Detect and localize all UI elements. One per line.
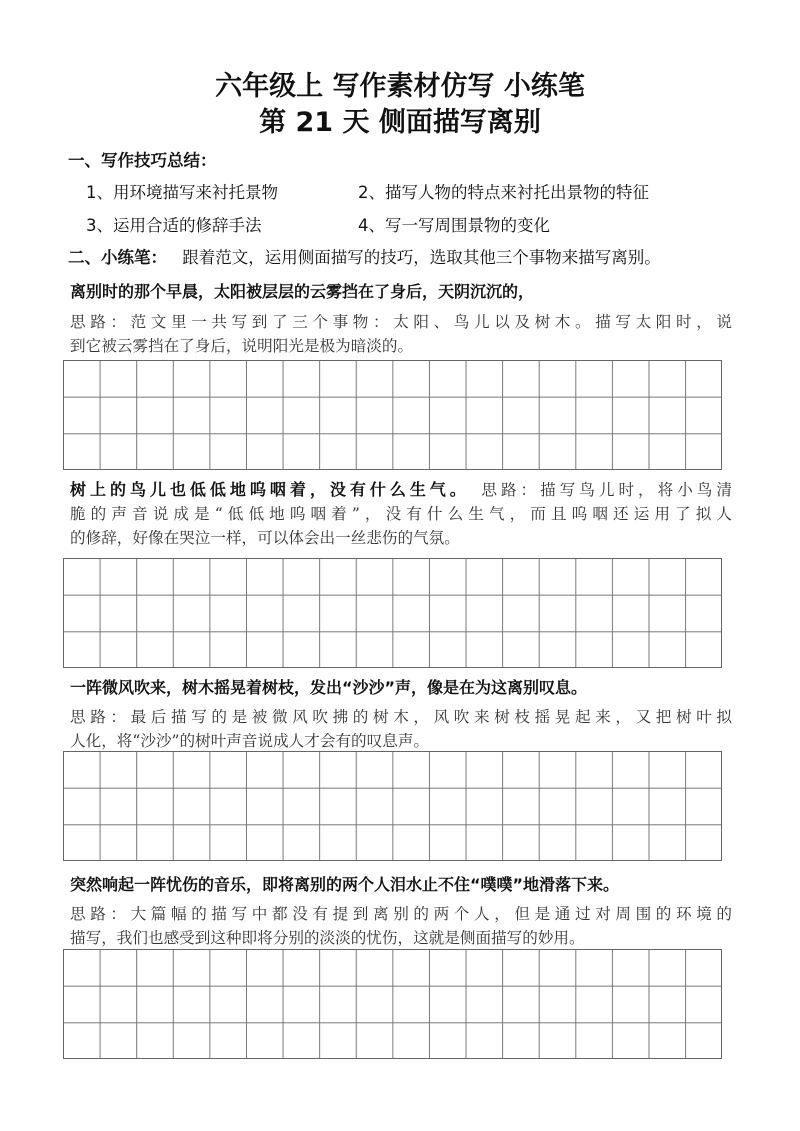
exercise-1-thought [70,310,732,358]
exercise-2-thought-line-1: 思路：描写鸟儿时，将小鸟清 [481,481,732,499]
section1-heading [68,150,217,172]
exercise-4-thought-line-2: 描写，我们也感受到这种即将分别的淡淡的忧伤，这就是侧面描写的妙用。 [70,929,585,948]
tip-3: 3、运用合适的修辞手法 [86,216,262,235]
writing-grid-3[interactable] [63,751,722,861]
writing-grid-4[interactable] [63,949,722,1059]
exercise-2-thought-line-3: 的修辞，好像在哭泣一样，可以体会出一丝悲伤的气氛。 [70,529,460,548]
writing-grid-2[interactable] [63,558,722,668]
exercise-4-lead: 突然响起一阵忧伤的音乐，即将离别的两个人泪水止不住“噗噗”地滑落下来。 [70,875,620,894]
exercise-4-thought [70,902,732,950]
exercise-1-lead: 离别时的那个早晨，太阳被层层的云雾挡在了身后，天阴沉沉的， [70,282,535,301]
page-title: 六年级上 写作素材仿写 小练笔 [215,71,585,102]
exercise-3-thought [70,705,732,753]
section2-heading [68,247,661,269]
exercise-3-thought-line-2: 人化，将“沙沙”的树叶声音说成人才会有的叹息声。 [70,732,430,751]
writing-grid-1[interactable] [63,360,722,470]
page-subtitle: 第 21 天 侧面描写离别 [259,107,541,138]
tip-1: 1、用环境描写来衬托景物 [86,183,278,202]
exercise-1-thought-line-2: 到它被云雾挡在了身后，说明阳光是极为暗淡的。 [70,337,414,356]
exercise-1-thought-line-1: 思路：范文里一共写到了三个事物：太阳、鸟儿以及树木。描写太阳时，说 [70,313,732,331]
section2-instruction: 跟着范文，运用侧面描写的技巧，选取其他三个事物来描写离别。 [182,248,661,267]
exercise-2-block [70,478,732,551]
tip-4: 4、写一写周围景物的变化 [358,216,550,235]
exercise-2-thought-line-2: 脆的声音说成是“低低地呜咽着”，没有什么生气，而且呜咽还运用了拟人 [70,505,732,524]
tip-2: 2、描写人物的特点来衬托出景物的特征 [358,183,649,202]
section1-heading-text: 一、写作技巧总结： [68,151,217,170]
exercise-2-lead: 树上的鸟儿也低低地呜咽着，没有什么生气。 [70,480,462,499]
exercise-2-line-1 [70,478,732,502]
exercise-4-thought-line-1: 思路：大篇幅的描写中都没有提到离别的两个人，但是通过对周围的环境的 [70,905,732,923]
exercise-3-thought-line-1: 思路：最后描写的是被微风吹拂的树木，风吹来树枝摇晃起来，又把树叶拟 [70,708,732,726]
section2-heading-text: 二、小练笔： [68,248,167,267]
exercise-3-lead: 一阵微风吹来，树木摇晃着树枝，发出“沙沙”声，像是在为这离别叹息。 [70,678,588,697]
